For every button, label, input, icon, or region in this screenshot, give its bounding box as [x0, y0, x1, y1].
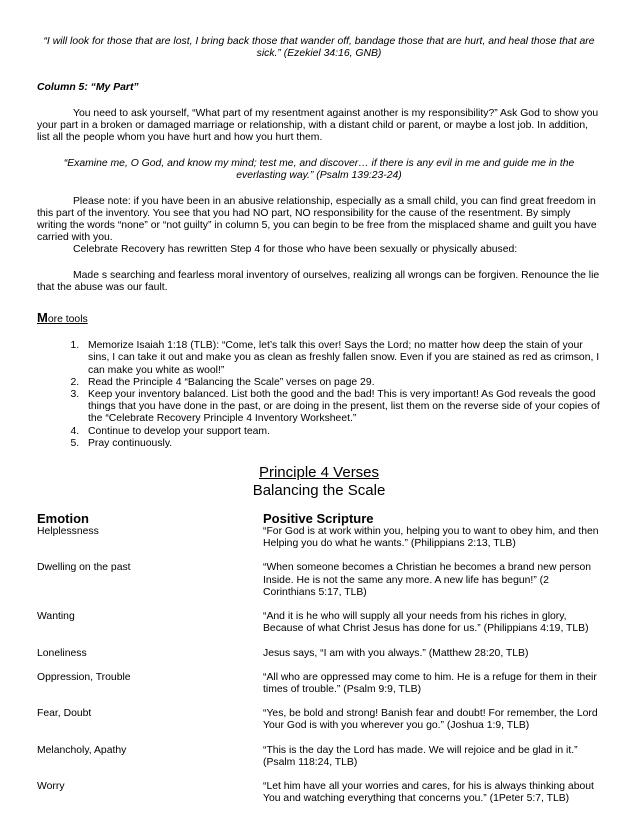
scripture-cell: “This is the day the Lord has made. We will rejoice and be glad in it.” (Psalm 118:24, TLB): [263, 744, 578, 768]
more-tools-initial: M: [37, 310, 48, 326]
tool-item: 5. Pray continuously.: [82, 438, 601, 450]
table-row: [37, 781, 601, 805]
abuse-note-paragraph: Please note: if you have been in an abusive relationship, especially as a small child, you can find great freedom in this part of the inventory. You see that you had NO part, NO responsibility for the cause of the resentment. By simply writing the words “none” or “not guilty” in column 5, you can begin to be free from the misplaced shame and guilt you have carried with you.: [37, 195, 597, 244]
more-tools-rest: ore tools: [47, 314, 88, 326]
table-row: [37, 526, 601, 550]
emotion-cell: Dwelling on the past: [37, 562, 131, 574]
tool-item: 4. Continue to develop your support team.: [82, 426, 601, 438]
emotion-cell: Oppression, Trouble: [37, 671, 131, 683]
scripture-cell: “For God is at work within you, helping you to want to obey him, and then Helping you do what he wants.” (Philippians 2:13, TLB): [263, 526, 599, 550]
my-part-paragraph: You need to ask yourself, “What part of my resentment against another is my responsibility?” Ask God to show you your part in a broken or damaged marriage or relationship, with a distant child or parent, or maybe a lost job. In addition, list all the people whom you have hurt and how you hurt them.: [37, 107, 599, 144]
verses-table-header: [37, 512, 601, 526]
scripture-cell: “Let him have all your worries and cares, for his is always thinking about You and watching everything that concerns you.” (1Peter 5:7, TLB): [263, 780, 594, 805]
tool-item: 3. Keep your inventory balanced. List both the good and the bad! This is very important! As God reveals the good things that you have done in the past, or are doing in the present, list them on the reverse side of your copies of the “Celebrate Recovery Principle 4 Inventory Worksheet.”: [82, 389, 601, 426]
scripture-cell: Jesus says, “I am with you always.” (Matthew 28:20, TLB): [263, 647, 529, 659]
emotion-cell: Fear, Doubt: [37, 708, 92, 720]
principle-title-block: [37, 464, 601, 500]
table-row: [37, 745, 601, 769]
scripture-cell: “And it is he who will supply all your needs from his riches in glory, Because of what Christ Jesus has done for us.” (Philippians 4:19, TLB): [263, 611, 589, 635]
table-row: [37, 648, 601, 660]
scripture-column-header: Positive Scripture: [263, 511, 374, 527]
psalm-quote: “Examine me, O God, and know my mind; test me, and discover… if there is any evil in me and guide me in the everlasting way.” (Psalm 139:23-24): [63, 158, 575, 182]
step4-rewrite-intro: Celebrate Recovery has rewritten Step 4 for those who have been sexually or physically abused:: [73, 244, 518, 256]
table-row: [37, 611, 601, 635]
ezekiel-quote: “I will look for those that are lost, I bring back those that wander off, bandage those that are hurt, and heal those that are sick.” (Ezekiel 34:16, GNB): [43, 36, 595, 60]
tool-item: 1. Memorize Isaiah 1:18 (TLB): “Come, let’s talk this over! Says the Lord; no matter how deep the stain of your sins, I can take it out and make you as clean as freshly fallen snow. Even if you are stained as red as crimson, I can make you white as wool!”: [82, 340, 601, 377]
principle-title: Principle 4 Verses: [258, 464, 380, 482]
scripture-cell: “All who are oppressed may come to him. He is a refuge for them in their times of trouble.” (Psalm 9:9, TLB): [263, 671, 597, 695]
verses-table: [37, 512, 601, 805]
tool-item: 2. Read the Principle 4 “Balancing the Scale” verses on page 29.: [82, 377, 601, 389]
scripture-cell: “Yes, be bold and strong! Banish fear and doubt! For remember, the Lord Your God is with you wherever you go.” (Joshua 1:9, TLB): [263, 708, 598, 732]
emotion-cell: Wanting: [37, 611, 75, 623]
table-row: [37, 708, 601, 732]
emotion-column-header: Emotion: [37, 511, 89, 527]
emotion-cell: Loneliness: [37, 647, 87, 659]
tools-list: [37, 340, 601, 450]
principle-subtitle: Balancing the Scale: [252, 482, 386, 500]
step4-rewrite-text: Made s searching and fearless moral inventory of ourselves, realizing all wrongs can be forgiven. Renounce the lie that the abuse was our fault.: [37, 269, 600, 293]
table-row: [37, 562, 601, 599]
emotion-cell: Helplessness: [37, 526, 99, 538]
scripture-cell: “When someone becomes a Christian he becomes a brand new person Inside. He is not the same any more. A new life has begun!” (2 Corinthians 5:17, TLB): [263, 562, 592, 598]
more-tools-heading: [37, 312, 601, 326]
column5-heading: Column 5: “My Part”: [37, 82, 139, 94]
emotion-cell: Worry: [37, 780, 65, 792]
table-row: [37, 672, 601, 696]
emotion-cell: Melancholy, Apathy: [37, 744, 127, 756]
